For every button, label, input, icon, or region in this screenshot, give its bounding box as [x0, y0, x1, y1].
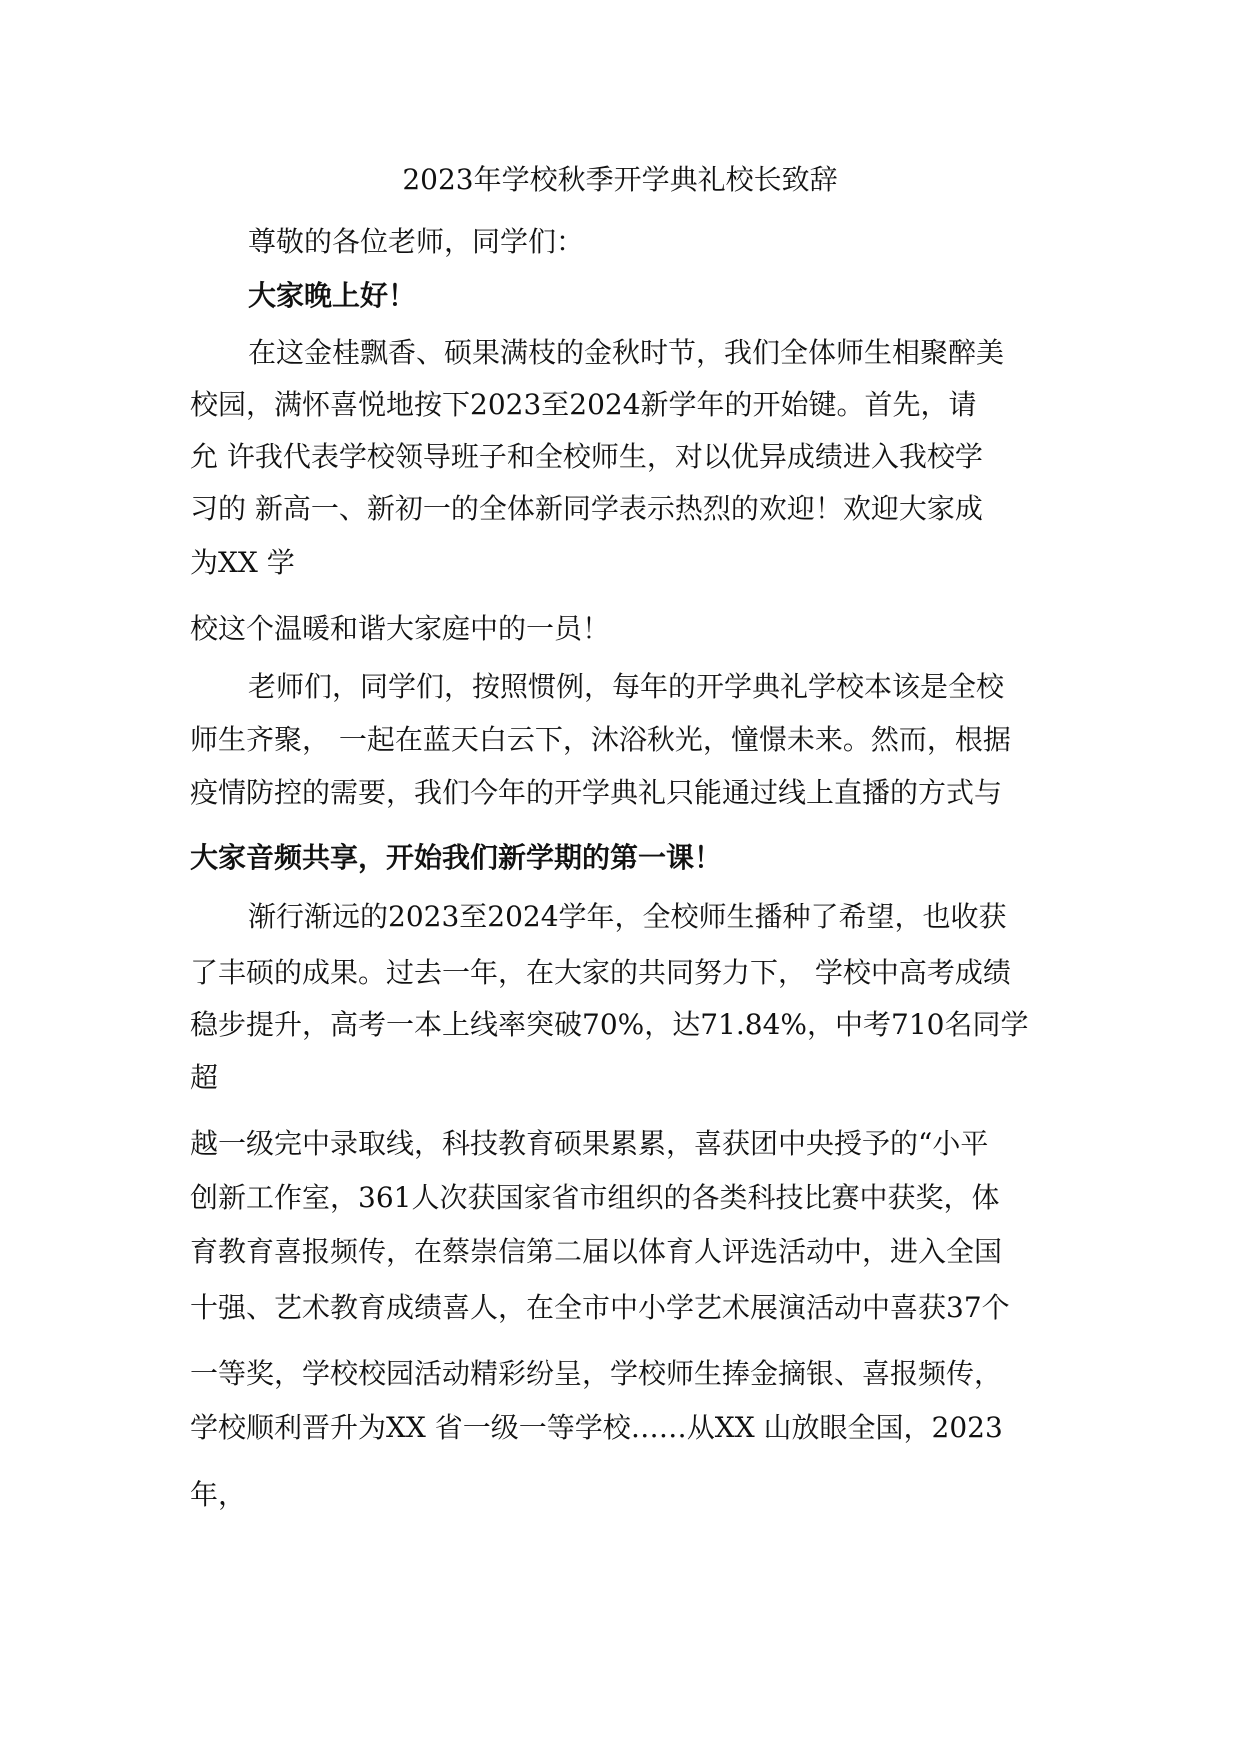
- text-line: 十强、艺术教育成绩喜人，在全市中小学艺术展演活动中喜获37个: [190, 1291, 1010, 1324]
- text-line: 校这个温暖和谐大家庭中的一员！: [190, 612, 611, 645]
- text-line: 一等奖，学校校园活动精彩纷呈，学校师生捧金摘银、喜报频传，: [190, 1357, 1003, 1390]
- text-line: 疫情防控的需要，我们今年的开学典礼只能通过线上直播的方式与: [190, 776, 1003, 809]
- text-line: 老师们，同学们，按照惯例，每年的开学典礼学校本该是全校: [248, 670, 1005, 703]
- text-line: 在这金桂飘香、硕果满枝的金秋时节，我们全体师生相聚醉美: [248, 336, 1005, 369]
- text-line: 允 许我代表学校领导班子和全校师生，对以优异成绩进入我校学: [190, 440, 983, 473]
- text-line: 学校顺利晋升为XX 省一级一等学校……从XX 山放眼全国，2023: [190, 1411, 1003, 1444]
- text-line: 超: [190, 1061, 219, 1094]
- text-line: 越一级完中录取线，科技教育硕果累累，喜获团中央授予的“小平: [190, 1127, 989, 1160]
- text-line: 校园，满怀喜悦地按下2023至2024新学年的开始键。首先，请: [190, 388, 977, 421]
- text-line: 育教育喜报频传，在蔡崇信第二届以体育人评选活动中，进入全国: [190, 1235, 1003, 1268]
- salutation: 尊敬的各位老师，同学们：: [248, 225, 585, 258]
- text-line: 稳步提升，高考一本上线率突破70%，达71.84%，中考710名同学: [190, 1008, 1029, 1041]
- text-line: 创新工作室，361人次获国家省市组织的各类科技比赛中获奖，体: [190, 1181, 1000, 1214]
- text-line: 渐行渐远的2023至2024学年，全校师生播种了希望，也收获: [248, 900, 1007, 933]
- text-line: 习的 新高一、新初一的全体新同学表示热烈的欢迎！欢迎大家成: [190, 492, 983, 525]
- text-line: 年，: [190, 1478, 247, 1511]
- text-line: 师生齐聚， 一起在蓝天白云下，沐浴秋光，憧憬未来。然而，根据: [190, 723, 1011, 756]
- greeting: 大家晚上好！: [248, 279, 417, 312]
- text-line: 了丰硕的成果。过去一年，在大家的共同努力下， 学校中高考成绩: [190, 956, 1011, 989]
- text-line: 为XX 学: [190, 546, 295, 579]
- text-line: 大家音频共享，开始我们新学期的第一课！: [190, 841, 723, 874]
- document-title: 2023年学校秋季开学典礼校长致辞: [402, 163, 838, 196]
